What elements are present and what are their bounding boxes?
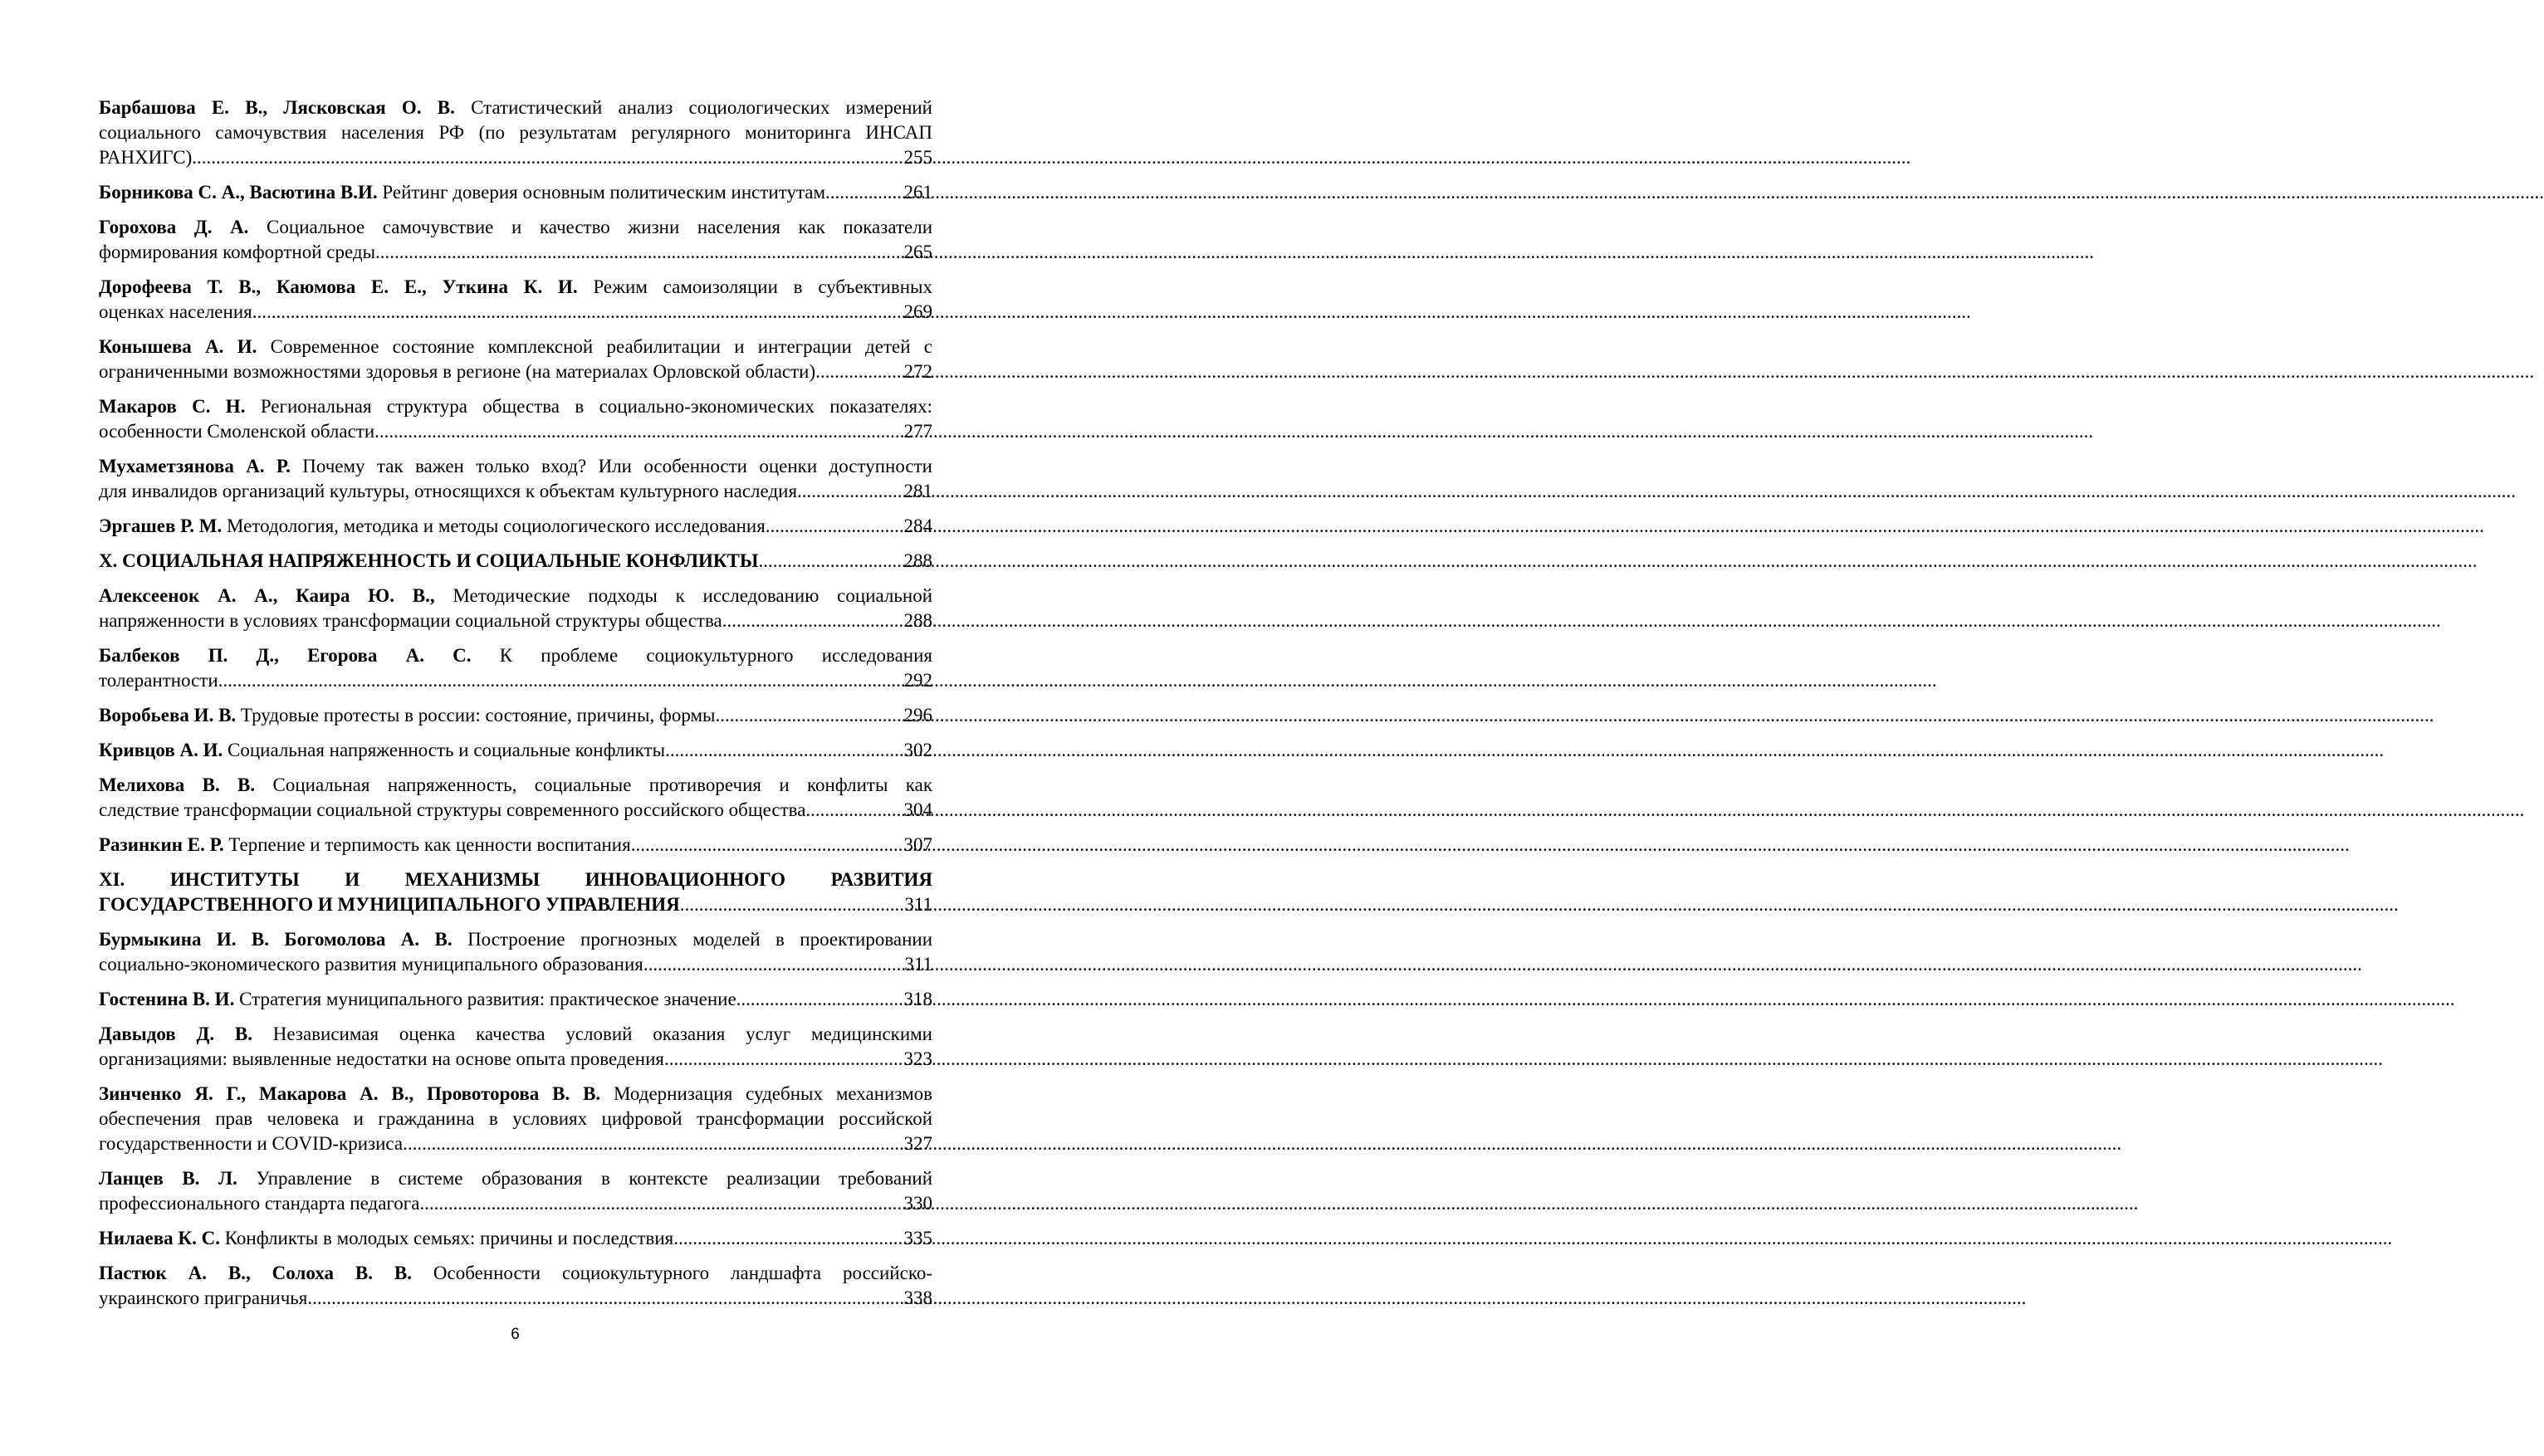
toc-page-number: 323 bbox=[903, 1048, 932, 1069]
toc-entry[interactable] bbox=[99, 394, 932, 444]
dot-leader bbox=[664, 1047, 904, 1072]
toc-line-text bbox=[99, 608, 722, 633]
dot-leader bbox=[680, 892, 905, 917]
toc-authors: Бурмыкина И. В. Богомолова А. В. bbox=[99, 929, 453, 950]
document-page bbox=[0, 0, 1030, 1456]
toc-entry[interactable] bbox=[99, 987, 932, 1012]
toc-title: ограниченными возможностями здоровья в регионе (на материалах Орловской области) bbox=[99, 361, 816, 382]
toc-authors: Эргашев Р. М. bbox=[99, 515, 223, 536]
toc-entry[interactable] bbox=[99, 643, 932, 693]
toc-title: обеспечения прав человека и гражданина в условиях цифровой трансформации российской bbox=[99, 1108, 932, 1129]
toc-entry[interactable] bbox=[99, 335, 932, 384]
toc-line bbox=[99, 275, 932, 300]
section-title: ГОСУДАРСТВЕННОГО И МУНИЦИПАЛЬНОГО УПРАВЛЕНИЯ bbox=[99, 894, 680, 915]
toc-line bbox=[99, 394, 932, 419]
toc-page-number: 288 bbox=[903, 550, 932, 571]
toc-line-text bbox=[99, 738, 665, 763]
toc-line-text bbox=[99, 1131, 403, 1156]
toc-line bbox=[99, 703, 932, 728]
toc-authors: Горохова Д. А. bbox=[99, 217, 249, 237]
toc-page-number: 284 bbox=[903, 515, 932, 536]
dot-leader bbox=[403, 1131, 903, 1156]
toc-line-text bbox=[99, 703, 715, 728]
toc-title: для инвалидов организаций культуры, относящихся к объектам культурного наследия bbox=[99, 481, 798, 501]
toc-entry[interactable] bbox=[99, 215, 932, 265]
toc-page-number: 265 bbox=[903, 242, 932, 262]
toc-authors: Кривцов А. И. bbox=[99, 740, 223, 760]
entry-spacer bbox=[99, 504, 932, 514]
toc-line-text bbox=[99, 987, 736, 1012]
toc-authors: Конышева А. И. bbox=[99, 336, 257, 357]
dot-leader bbox=[797, 479, 903, 504]
toc-entry[interactable] bbox=[99, 584, 932, 633]
toc-authors: Давыдов Д. В. bbox=[99, 1024, 252, 1044]
toc-authors: Дорофеева Т. В., Каюмова Е. Е., Уткина К. И. bbox=[99, 276, 578, 297]
toc-line bbox=[99, 584, 932, 608]
toc-page-number: 311 bbox=[904, 954, 932, 975]
toc-line bbox=[99, 668, 932, 693]
toc-line bbox=[99, 479, 932, 504]
entry-spacer bbox=[99, 1216, 932, 1226]
toc-line bbox=[99, 1261, 932, 1286]
toc-entry[interactable] bbox=[99, 454, 932, 504]
toc-title: Методические подходы к исследованию социальной bbox=[453, 585, 933, 606]
toc-line-text bbox=[99, 359, 815, 384]
section-title: X. СОЦИАЛЬНАЯ НАПРЯЖЕННОСТЬ И СОЦИАЛЬНЫЕ КОНФЛИКТЫ bbox=[99, 550, 759, 571]
entry-spacer bbox=[99, 763, 932, 773]
toc-line-text bbox=[99, 240, 375, 265]
section-title: XI. ИНСТИТУТЫ И МЕХАНИЗМЫ ИННОВАЦИОННОГО РАЗВИТИЯ bbox=[99, 869, 932, 890]
toc-title: Терпение и терпимость как ценности воспитания bbox=[228, 834, 631, 855]
toc-authors: Алексеенок А. А., Каира Ю. В., bbox=[99, 585, 435, 606]
dot-leader bbox=[419, 1191, 903, 1216]
toc-title: Независимая оценка качества условий оказания услуг медицинскими bbox=[272, 1024, 932, 1044]
dot-leader bbox=[252, 300, 904, 325]
toc-line bbox=[99, 335, 932, 359]
toc-line bbox=[99, 1226, 932, 1251]
toc-title: Трудовые протесты в россии: состояние, причины, формы bbox=[240, 705, 716, 726]
toc-title: Управление в системе образования в контексте реализации требований bbox=[256, 1168, 932, 1189]
toc-line-text bbox=[99, 514, 766, 539]
dot-leader bbox=[825, 180, 903, 205]
toc-section-heading[interactable] bbox=[99, 549, 932, 574]
toc-line bbox=[99, 952, 932, 977]
toc-entry[interactable] bbox=[99, 1082, 932, 1156]
toc-line bbox=[99, 120, 932, 145]
toc-title: Стратегия муниципального развития: практическое значение bbox=[239, 989, 736, 1009]
page-number: 6 bbox=[511, 1326, 520, 1343]
toc-page-number: 330 bbox=[903, 1193, 932, 1214]
toc-entry[interactable] bbox=[99, 180, 932, 205]
toc-page-number: 288 bbox=[903, 610, 932, 631]
toc-line bbox=[99, 1047, 932, 1072]
dot-leader bbox=[665, 738, 903, 763]
toc-page-number: 292 bbox=[903, 670, 932, 691]
entry-spacer bbox=[99, 1012, 932, 1022]
toc-entry[interactable] bbox=[99, 1261, 932, 1311]
dot-leader bbox=[375, 240, 903, 265]
toc-line bbox=[99, 1286, 932, 1311]
toc-title: Методология, методика и методы социологического исследования bbox=[227, 515, 766, 536]
toc-authors: Балбеков П. Д., Егорова А. С. bbox=[99, 645, 472, 666]
toc-title: К проблеме социокультурного исследования bbox=[499, 645, 932, 666]
toc-line bbox=[99, 419, 932, 444]
toc-line bbox=[99, 454, 932, 479]
toc-title: Построение прогнозных моделей в проектировании bbox=[467, 929, 933, 950]
entry-spacer bbox=[99, 1156, 932, 1166]
toc-title: напряженности в условиях трансформации социальной структуры общества bbox=[99, 610, 722, 631]
entry-spacer bbox=[99, 205, 932, 215]
toc-title: Социальное самочувствие и качество жизни населения как показатели bbox=[267, 217, 932, 237]
toc-authors: Зинченко Я. Г., Макарова А. В., Провоторова В. В. bbox=[99, 1083, 601, 1104]
toc-page-number: 281 bbox=[903, 481, 932, 501]
dot-leader bbox=[192, 145, 903, 170]
dot-leader bbox=[715, 703, 903, 728]
toc-line bbox=[99, 892, 932, 917]
toc-line bbox=[99, 215, 932, 240]
toc-line-text bbox=[99, 1047, 664, 1072]
toc-authors: Гостенина В. И. bbox=[99, 989, 235, 1009]
toc-line bbox=[99, 240, 932, 265]
toc-title: Конфликты в молодых семьях: причины и последствия bbox=[224, 1228, 674, 1248]
toc-page-number: 296 bbox=[903, 705, 932, 726]
toc-line-text bbox=[99, 668, 218, 693]
toc-authors: Барбашова Е. В., Лясковская О. В. bbox=[99, 97, 455, 118]
entry-spacer bbox=[99, 633, 932, 643]
toc-line bbox=[99, 608, 932, 633]
toc-line-text bbox=[99, 549, 758, 574]
toc-section-heading[interactable] bbox=[99, 867, 932, 917]
toc-authors: Воробьева И. В. bbox=[99, 705, 237, 726]
dot-leader bbox=[643, 952, 905, 977]
toc-line bbox=[99, 643, 932, 668]
toc-page-number: 255 bbox=[903, 147, 932, 168]
toc-entry[interactable] bbox=[99, 275, 932, 325]
entry-spacer bbox=[99, 1251, 932, 1261]
toc-page-number: 335 bbox=[903, 1228, 932, 1248]
entry-spacer bbox=[99, 823, 932, 833]
dot-leader bbox=[758, 549, 903, 574]
toc-entry[interactable] bbox=[99, 927, 932, 977]
entry-spacer bbox=[99, 574, 932, 584]
toc-authors: Пастюк А. В., Солоха В. В. bbox=[99, 1263, 412, 1283]
toc-entry[interactable] bbox=[99, 95, 932, 170]
toc-page-number: 318 bbox=[903, 989, 932, 1009]
toc-line-text bbox=[99, 798, 805, 823]
entry-spacer bbox=[99, 384, 932, 394]
toc-line bbox=[99, 1022, 932, 1047]
entry-spacer bbox=[99, 444, 932, 454]
toc-page-number: 269 bbox=[903, 301, 932, 322]
toc-line bbox=[99, 773, 932, 798]
toc-line-text bbox=[99, 1226, 673, 1251]
dot-leader bbox=[722, 608, 904, 633]
toc-title: Социальная напряженность, социальные противоречия и конфлиты как bbox=[272, 774, 933, 795]
toc-title: Почему так важен только вход? Или особенности оценки доступности bbox=[302, 456, 932, 476]
toc-line bbox=[99, 1191, 932, 1216]
toc-title: толерантности bbox=[99, 670, 218, 691]
toc-entry[interactable] bbox=[99, 1022, 932, 1072]
toc-authors: Разинкин Е. Р. bbox=[99, 834, 224, 855]
dot-leader bbox=[805, 798, 903, 823]
entry-spacer bbox=[99, 325, 932, 335]
toc-title: следствие трансформации социальной структуры современного российского общества bbox=[99, 799, 806, 820]
dot-leader bbox=[307, 1286, 903, 1311]
toc-authors: Мухаметзянова А. Р. bbox=[99, 456, 291, 476]
toc-title: украинского приграничья bbox=[99, 1287, 308, 1308]
dot-leader bbox=[766, 514, 904, 539]
toc-entry[interactable] bbox=[99, 738, 932, 763]
toc-title: социально-экономического развития муниципального образования bbox=[99, 954, 643, 975]
dot-leader bbox=[218, 668, 904, 693]
toc-line-text bbox=[99, 952, 643, 977]
toc-title: Модернизация судебных механизмов bbox=[614, 1083, 932, 1104]
toc-line bbox=[99, 359, 932, 384]
table-of-contents bbox=[99, 95, 932, 1311]
toc-entry[interactable] bbox=[99, 773, 932, 823]
toc-title: оценках населения bbox=[99, 301, 252, 322]
toc-page-number: 311 bbox=[904, 894, 932, 915]
toc-line bbox=[99, 180, 932, 205]
toc-authors: Нилаева К. С. bbox=[99, 1228, 220, 1248]
toc-line bbox=[99, 833, 932, 857]
toc-line bbox=[99, 1131, 932, 1156]
dot-leader bbox=[815, 359, 903, 384]
toc-title: особенности Смоленской области bbox=[99, 421, 375, 442]
toc-page-number: 304 bbox=[903, 799, 932, 820]
toc-line-text bbox=[99, 1286, 307, 1311]
toc-line-text bbox=[99, 1191, 419, 1216]
toc-line bbox=[99, 867, 932, 892]
toc-line-text bbox=[99, 833, 631, 857]
toc-entry[interactable] bbox=[99, 1166, 932, 1216]
toc-page-number: 302 bbox=[903, 740, 932, 760]
toc-title: Рейтинг доверия основным политическим институтам bbox=[382, 182, 826, 203]
toc-authors: Мелихова В. В. bbox=[99, 774, 256, 795]
toc-title: Современное состояние комплексной реабилитации и интеграции детей с bbox=[270, 336, 932, 357]
toc-line-text bbox=[99, 892, 680, 917]
toc-line bbox=[99, 549, 932, 574]
toc-authors: Макаров С. Н. bbox=[99, 396, 246, 417]
toc-title: государственности и COVID-кризиса bbox=[99, 1133, 404, 1154]
toc-authors: Борникова С. А., Васютина В.И. bbox=[99, 182, 378, 203]
entry-spacer bbox=[99, 265, 932, 275]
toc-line bbox=[99, 514, 932, 539]
toc-title: профессионального стандарта педагога bbox=[99, 1193, 420, 1214]
toc-title: социального самочувствия населения РФ (по результатам регулярного мониторинга ИНСАП bbox=[99, 122, 932, 143]
entry-spacer bbox=[99, 539, 932, 549]
toc-line-text bbox=[99, 479, 797, 504]
toc-entry[interactable] bbox=[99, 833, 932, 857]
toc-line bbox=[99, 987, 932, 1012]
toc-line bbox=[99, 1107, 932, 1131]
toc-line bbox=[99, 1166, 932, 1191]
entry-spacer bbox=[99, 1072, 932, 1082]
toc-line-text bbox=[99, 300, 252, 325]
toc-title: Региональная структура общества в социально-экономических показателях: bbox=[260, 396, 932, 417]
dot-leader bbox=[673, 1226, 903, 1251]
toc-line-text bbox=[99, 180, 825, 205]
toc-authors: Ланцев В. Л. bbox=[99, 1168, 237, 1189]
toc-title: РАНХИГС) bbox=[99, 147, 193, 168]
toc-line bbox=[99, 95, 932, 120]
toc-entry[interactable] bbox=[99, 703, 932, 728]
toc-title: организациями: выявленные недостатки на основе опыта проведения bbox=[99, 1048, 664, 1069]
entry-spacer bbox=[99, 857, 932, 867]
toc-title: формирования комфортной среды bbox=[99, 242, 376, 262]
toc-page-number: 272 bbox=[903, 361, 932, 382]
toc-title: Режим самоизоляции в субъективных bbox=[593, 276, 933, 297]
toc-title: Особенности социокультурного ландшафта российско- bbox=[433, 1263, 932, 1283]
toc-page-number: 277 bbox=[903, 421, 932, 442]
toc-line bbox=[99, 798, 932, 823]
toc-page-number: 338 bbox=[903, 1287, 932, 1308]
toc-title: Социальная напряженность и социальные конфликты bbox=[227, 740, 666, 760]
toc-line-text bbox=[99, 145, 192, 170]
toc-line bbox=[99, 927, 932, 952]
entry-spacer bbox=[99, 170, 932, 180]
toc-line-text bbox=[99, 419, 374, 444]
dot-leader bbox=[736, 987, 904, 1012]
toc-line bbox=[99, 145, 932, 170]
dot-leader bbox=[631, 833, 904, 857]
entry-spacer bbox=[99, 728, 932, 738]
toc-page-number: 307 bbox=[903, 834, 932, 855]
toc-line bbox=[99, 300, 932, 325]
toc-page-number: 327 bbox=[903, 1133, 932, 1154]
dot-leader bbox=[374, 419, 903, 444]
toc-entry[interactable] bbox=[99, 1226, 932, 1251]
toc-page-number: 261 bbox=[903, 182, 932, 203]
entry-spacer bbox=[99, 977, 932, 987]
entry-spacer bbox=[99, 917, 932, 927]
toc-entry[interactable] bbox=[99, 514, 932, 539]
toc-line bbox=[99, 1082, 932, 1107]
toc-title: Статистический анализ социологических измерений bbox=[471, 97, 932, 118]
toc-line bbox=[99, 738, 932, 763]
entry-spacer bbox=[99, 693, 932, 703]
